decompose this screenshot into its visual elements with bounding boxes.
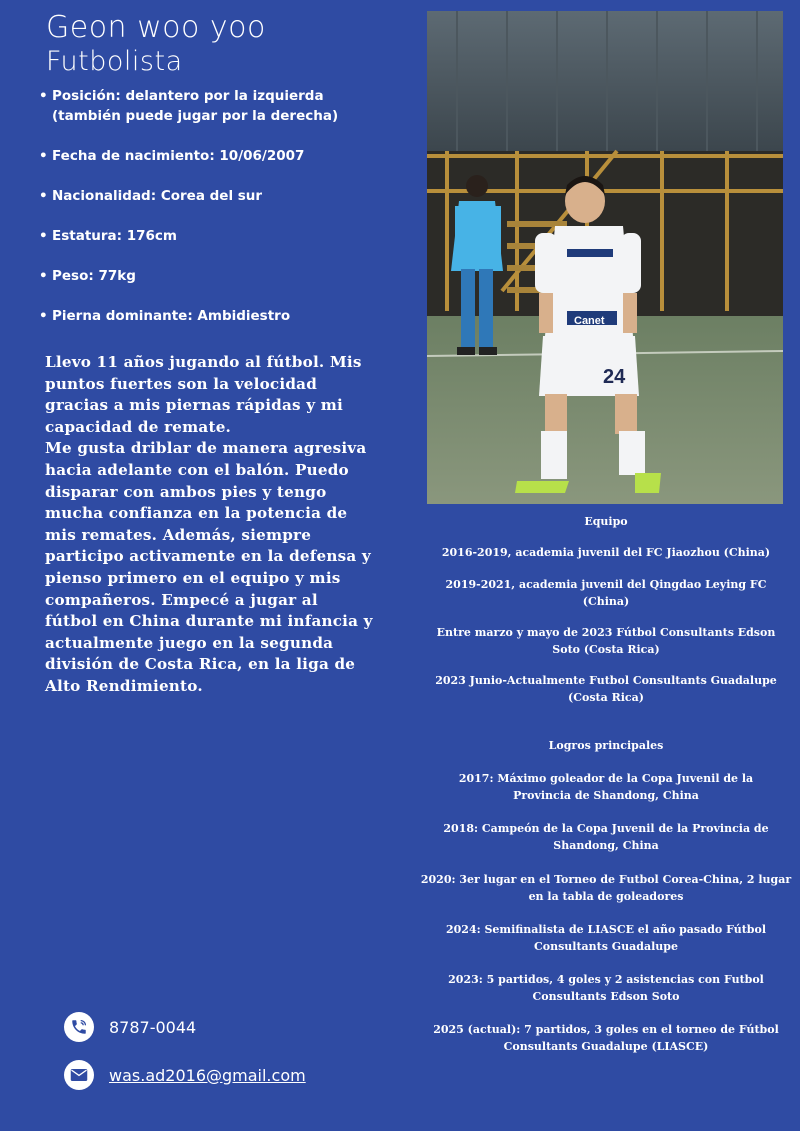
achievement-entry: 2023: 5 partidos, 4 goles y 2 asistencias con Futbol Consultants Edson Soto	[448, 973, 764, 1003]
info-dominant-foot: • Pierna dominante: Ambidiestro	[36, 306, 396, 326]
envelope-icon	[64, 1060, 94, 1090]
player-name: Geon woo yoo	[46, 10, 266, 45]
bio-text	[45, 352, 375, 698]
info-height: • Estatura: 176cm	[36, 226, 396, 246]
achievement-entry: 2017: Máximo goleador de la Copa Juvenil de la Provincia de Shandong, China	[458, 772, 754, 802]
career-entry: 2023 Junio-Actualmente Futbol Consultants Guadalupe (Costa Rica)	[435, 674, 777, 704]
info-position: • Posición: delantero por la izquierda (también puede jugar por la derecha)	[36, 86, 396, 126]
personal-info-list	[36, 86, 396, 326]
career-entry: 2019-2021, academia juvenil del Qingdao Leying FC (China)	[445, 578, 767, 608]
jersey-number: 24	[603, 366, 626, 388]
phone-icon	[64, 1012, 94, 1042]
info-nationality: • Nacionalidad: Corea del sur	[36, 186, 396, 206]
achievement-entry: 2018: Campeón de la Copa Juvenil de la Provincia de Shandong, China	[443, 822, 769, 852]
player-role: Futbolista	[46, 46, 183, 77]
career-entry: Entre marzo y mayo de 2023 Fútbol Consultants Edson Soto (Costa Rica)	[436, 626, 776, 656]
achievement-entry: 2024: Semifinalista de LIASCE el año pasado Fútbol Consultants Guadalupe	[445, 923, 767, 953]
player-photo	[427, 11, 783, 504]
section-title-equipo: Equipo	[584, 515, 628, 528]
achievement-entry: 2020: 3er lugar en el Torneo de Futbol Corea-China, 2 lugar en la tabla de goleadores	[420, 873, 792, 903]
bio-paragraph-2: Me gusta driblar de manera agresiva hacia adelante con el balón. Puedo disparar con ambos pies y tengo mucha confianza en la potencia de mis remates. Además, siempre participo activamente en la defensa y pienso primero en el equipo y mis compañeros. Empecé a jugar al fútbol en China durante mi infancia y actualmente juego en la segunda división de Costa Rica, en la liga de Alto Rendimiento.	[45, 439, 373, 695]
achievement-entry: 2025 (actual): 7 partidos, 3 goles en el torneo de Fútbol Consultants Guadalupe (LIASCE)	[433, 1023, 779, 1053]
bio-paragraph-1: Llevo 11 años jugando al fútbol. Mis puntos fuertes son la velocidad gracias a mis piernas rápidas y mi capacidad de remate.	[45, 353, 362, 436]
section-title-logros: Logros principales	[548, 739, 664, 752]
career-entry: 2016-2019, academia juvenil del FC Jiaozhou (China)	[441, 546, 771, 559]
phone-row	[64, 1012, 196, 1042]
phone-number[interactable]: 8787-0044	[109, 1017, 197, 1037]
jersey-sponsor: Canet	[574, 315, 605, 327]
email-row	[64, 1060, 306, 1090]
info-birthdate: • Fecha de nacimiento: 10/06/2007	[36, 146, 396, 166]
email-link[interactable]: was.ad2016@gmail.com	[109, 1065, 306, 1085]
info-weight: • Peso: 77kg	[36, 266, 396, 286]
